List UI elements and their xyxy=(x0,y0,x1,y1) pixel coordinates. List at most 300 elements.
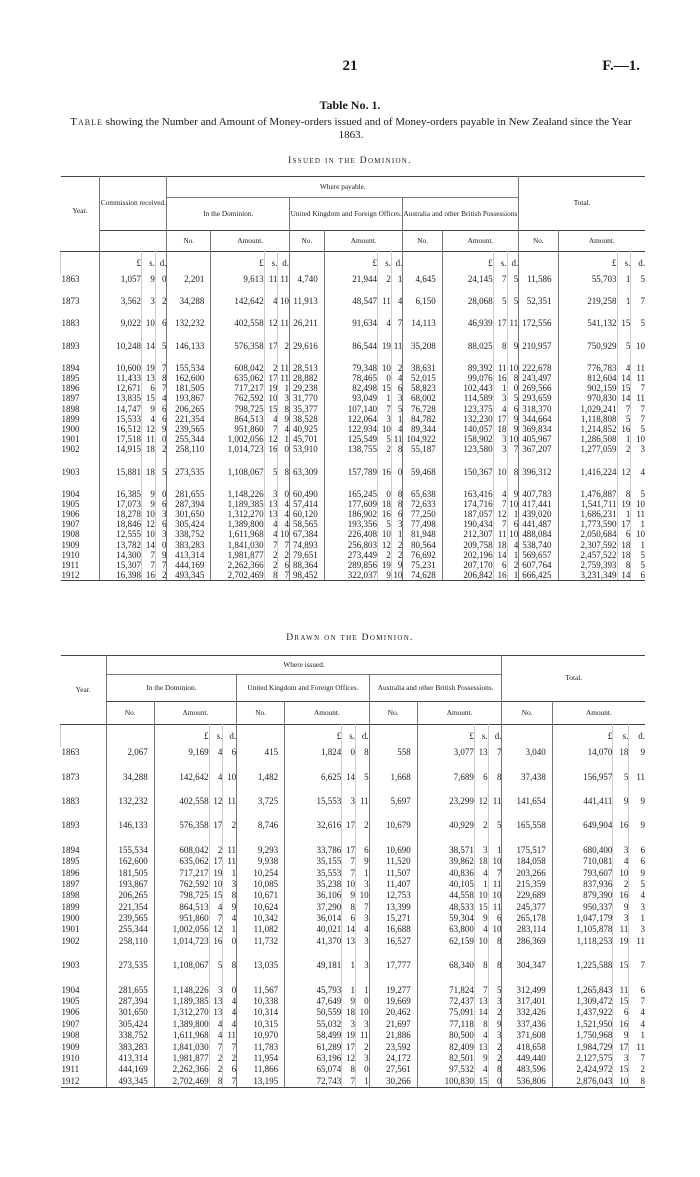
table-cell: 798,725 xyxy=(211,404,264,414)
table-row xyxy=(61,1076,646,1088)
table-cell: 239,565 xyxy=(167,424,211,434)
table-cell: 13,835 xyxy=(100,393,142,403)
table-cell: 15 xyxy=(209,890,223,901)
table-cell: 8 xyxy=(474,1019,488,1030)
table-row xyxy=(61,318,646,328)
table-cell: 4 xyxy=(355,924,369,935)
table-cell: 5 xyxy=(155,341,167,351)
table-cell: 1,105,878 xyxy=(552,924,613,935)
table-cell: 10 xyxy=(507,434,519,444)
table-cell: 0 xyxy=(377,373,391,383)
table-cell: 17 xyxy=(493,414,507,424)
spacer-cell xyxy=(442,454,493,466)
spacer-cell xyxy=(154,971,209,984)
spacer-cell xyxy=(237,807,285,820)
table-cell: 4 xyxy=(493,489,507,499)
table-cell: 4 xyxy=(629,1019,645,1030)
table-cell: 607,764 xyxy=(519,560,558,570)
table-cell: 4 xyxy=(474,924,488,935)
spacer-cell xyxy=(290,329,325,341)
table-cell: 2,262,366 xyxy=(211,560,264,570)
table-cell: 2 xyxy=(629,1064,645,1075)
table-cell: 11 xyxy=(223,856,237,867)
table-cell: 449,440 xyxy=(502,1053,552,1064)
table-cell: 3,231,349 xyxy=(558,570,617,581)
table-cell: 3 xyxy=(355,936,369,947)
spacer-cell xyxy=(629,832,645,845)
subcol-no: No. xyxy=(403,231,442,252)
table-cell: 10,085 xyxy=(237,879,285,890)
spacer-cell xyxy=(493,477,507,489)
table-cell: 61,289 xyxy=(285,1041,342,1052)
spacer-cell xyxy=(264,454,278,466)
table-row xyxy=(61,1007,646,1018)
col-australia: Australia and other British Possessions. xyxy=(369,675,502,702)
table-cell: 6 xyxy=(155,519,167,529)
table-cell: 1 xyxy=(278,434,290,444)
table-cell: 18 xyxy=(617,550,631,560)
table-row xyxy=(61,879,646,890)
table-cell: 10 xyxy=(278,296,290,306)
table-cell: 75,091 xyxy=(417,1007,474,1018)
unit-label: d. xyxy=(223,725,237,748)
table-cell: 413,314 xyxy=(106,1053,154,1064)
table-cell: 0 xyxy=(155,489,167,499)
spacer-cell xyxy=(391,306,403,318)
table-cell: 23,592 xyxy=(369,1041,417,1052)
table-cell: 9 xyxy=(391,560,403,570)
table-cell: 10 xyxy=(631,499,645,509)
table-cell: 12 xyxy=(209,924,223,935)
group-spacer xyxy=(61,807,646,820)
table-cell: 37,438 xyxy=(502,771,552,782)
table-cell: 1863 xyxy=(61,747,80,758)
table-cell: 50,559 xyxy=(285,1007,342,1018)
table-cell: 332,426 xyxy=(502,1007,552,1018)
table-cell: 10 xyxy=(631,434,645,444)
table-cell: 14 xyxy=(617,570,631,581)
table-cell: 10,315 xyxy=(237,1019,285,1030)
spacer-cell xyxy=(355,832,369,845)
table-cell: 6 xyxy=(617,529,631,539)
table-cell: 441,411 xyxy=(552,796,613,807)
table-cell: 132,232 xyxy=(167,318,211,328)
table-cell: 206,842 xyxy=(442,570,493,581)
table-cell: 3 xyxy=(141,296,155,306)
spacer-cell xyxy=(209,758,223,771)
table-cell: 1894 xyxy=(61,844,80,855)
table-cell: 6 xyxy=(391,509,403,519)
table-cell: 1,750,968 xyxy=(552,1030,613,1041)
table-cell: 1,265,843 xyxy=(552,984,613,995)
spacer-cell xyxy=(154,832,209,845)
spacer-cell xyxy=(61,947,107,960)
table-cell: 4 xyxy=(209,902,223,913)
table-cell: 7 xyxy=(278,570,290,581)
table-cell: 19 xyxy=(613,936,629,947)
table-cell: 5 xyxy=(355,771,369,782)
spacer-cell xyxy=(391,477,403,489)
table-cell: 9 xyxy=(474,1053,488,1064)
spacer-cell xyxy=(629,783,645,796)
table-cell: 11 xyxy=(278,274,290,284)
table-cell: 293,659 xyxy=(519,393,558,403)
table-cell: 2 xyxy=(488,1053,502,1064)
group-spacer xyxy=(61,329,646,341)
table-cell: 32,616 xyxy=(285,820,342,831)
table-cell: 86,544 xyxy=(324,341,377,351)
table-cell: 88,025 xyxy=(442,341,493,351)
table-cell: 12,555 xyxy=(100,529,142,539)
table-cell: 219,258 xyxy=(558,296,617,306)
table-cell: 18 xyxy=(342,1007,356,1018)
table-cell: 9 xyxy=(488,1019,502,1030)
col-australia: Australia and other British Possessions. xyxy=(403,198,519,231)
spacer-cell xyxy=(355,758,369,771)
spacer-cell xyxy=(264,306,278,318)
table-cell: 190,434 xyxy=(442,519,493,529)
table-cell: 4 xyxy=(264,414,278,424)
table-cell: 8 xyxy=(391,489,403,499)
col-in-dominion: In the Dominion. xyxy=(167,198,290,231)
table-cell: 14,915 xyxy=(100,444,142,454)
spacer-cell xyxy=(324,329,377,341)
table-cell: 1900 xyxy=(61,423,80,434)
spacer-cell xyxy=(154,807,209,820)
spacer-cell xyxy=(154,947,209,960)
spacer-cell xyxy=(507,477,519,489)
table-cell: 165,245 xyxy=(324,489,377,499)
spacer-cell xyxy=(617,329,631,341)
table-cell: 226,408 xyxy=(324,529,377,539)
table-cell: 15 xyxy=(617,383,631,393)
spacer-cell xyxy=(355,947,369,960)
table-cell: 5 xyxy=(631,560,645,570)
table-cell: 2 xyxy=(613,879,629,890)
table-cell: 20,462 xyxy=(369,1007,417,1018)
table-row xyxy=(61,984,646,995)
table-cell: 10 xyxy=(342,879,356,890)
table-cell: 483,596 xyxy=(502,1064,552,1075)
table-cell: 0 xyxy=(355,996,369,1007)
table-cell: 24,145 xyxy=(442,274,493,284)
table-row xyxy=(61,529,646,539)
table-cell: 1,108,067 xyxy=(211,466,264,476)
table-cell: 123,580 xyxy=(442,444,493,454)
spacer-cell xyxy=(264,284,278,296)
table-cell: 146,133 xyxy=(106,820,154,831)
spacer-cell xyxy=(507,306,519,318)
subcol-amount: Amount. xyxy=(558,231,645,252)
spacer-cell xyxy=(617,284,631,296)
table-cell: 1,047,179 xyxy=(552,913,613,924)
table-cell: 1,482 xyxy=(237,771,285,782)
table-cell: 16 xyxy=(209,936,223,947)
unit-label: £ xyxy=(285,725,342,748)
table-cell: 258,110 xyxy=(167,444,211,454)
table-cell: 3 xyxy=(474,845,488,856)
table-cell: 7 xyxy=(264,424,278,434)
table-row xyxy=(61,820,646,831)
unit-label: £ xyxy=(324,252,377,275)
table-cell: 1 xyxy=(355,867,369,878)
table-cell: 14 xyxy=(342,924,356,935)
table-cell: 301,650 xyxy=(106,1007,154,1018)
table-cell: 15,307 xyxy=(100,560,142,570)
spacer-cell xyxy=(141,477,155,489)
table-cell: 35,377 xyxy=(290,404,325,414)
table-cell: 142,642 xyxy=(211,296,264,306)
table-cell: 13,035 xyxy=(237,960,285,971)
spacer-cell xyxy=(369,971,417,984)
table-cell: 14 xyxy=(342,771,356,782)
table-cell: 493,345 xyxy=(106,1076,154,1088)
table-cell: 7 xyxy=(617,404,631,414)
table-cell: 8 xyxy=(488,1064,502,1075)
table-cell: 16,398 xyxy=(100,570,142,581)
spacer-cell xyxy=(502,807,552,820)
table-cell: 5 xyxy=(613,771,629,782)
table-cell: 13 xyxy=(264,509,278,519)
table-cell: 74,628 xyxy=(403,570,442,581)
spacer-cell xyxy=(141,454,155,466)
table-cell: 9 xyxy=(278,414,290,424)
subcol-no: No. xyxy=(106,702,154,725)
table-cell: 9 xyxy=(355,856,369,867)
spacer-cell xyxy=(552,758,613,771)
spacer-cell xyxy=(403,306,442,318)
table-cell: 289,856 xyxy=(324,560,377,570)
table-cell: 15 xyxy=(613,996,629,1007)
table-cell: 15 xyxy=(613,1064,629,1075)
group-spacer xyxy=(61,454,646,466)
table-cell: 1899 xyxy=(61,901,80,912)
table-row xyxy=(61,796,646,807)
table-cell: 9 xyxy=(223,902,237,913)
table-cell: 162,600 xyxy=(106,856,154,867)
spacer-cell xyxy=(154,783,209,796)
table-cell: 1903 xyxy=(61,960,80,971)
spacer-cell xyxy=(223,971,237,984)
table-cell: 55,187 xyxy=(403,444,442,454)
table-cell: 3 xyxy=(488,996,502,1007)
table-cell: 36,014 xyxy=(285,913,342,924)
table-cell: 6 xyxy=(613,1007,629,1018)
table-cell: 12 xyxy=(141,424,155,434)
table-cell: 1901 xyxy=(61,924,80,935)
table-cell: 177,609 xyxy=(324,499,377,509)
table-cell: 5 xyxy=(493,296,507,306)
caption-lead: Table xyxy=(70,116,103,128)
table-cell: 15,533 xyxy=(100,414,142,424)
table-cell: 122,934 xyxy=(324,424,377,434)
spacer-cell xyxy=(613,758,629,771)
spacer-cell xyxy=(355,971,369,984)
col-total: Total. xyxy=(502,656,645,702)
table-cell: 1 xyxy=(507,509,519,519)
spacer-cell xyxy=(442,329,493,341)
table-cell: 258,110 xyxy=(106,936,154,947)
table-cell: 405,967 xyxy=(519,434,558,444)
spacer-cell xyxy=(519,454,558,466)
table-cell: 10 xyxy=(141,509,155,519)
table-cell: 0 xyxy=(377,489,391,499)
spacer-cell xyxy=(264,477,278,489)
spacer-cell xyxy=(61,971,107,984)
spacer-cell xyxy=(290,351,325,363)
subcol-amount: Amount. xyxy=(154,702,236,725)
table-cell: 1,824 xyxy=(285,747,342,758)
table-cell: 72,437 xyxy=(417,996,474,1007)
table-cell: 11,732 xyxy=(237,936,285,947)
spacer-cell xyxy=(519,284,558,296)
where-payable-header: Where payable. xyxy=(167,177,519,198)
table-row xyxy=(61,771,646,782)
table-cell: 9 xyxy=(155,424,167,434)
table-cell: 10 xyxy=(493,466,507,476)
table-cell: 63,800 xyxy=(417,924,474,935)
spacer-cell xyxy=(377,306,391,318)
table-cell: 444,169 xyxy=(167,560,211,570)
col-in-dominion: In the Dominion. xyxy=(106,675,236,702)
table-cell: 10,624 xyxy=(237,902,285,913)
spacer-cell xyxy=(155,477,167,489)
table-cell: 222,678 xyxy=(519,363,558,373)
table-cell: 1,148,226 xyxy=(154,984,209,995)
table-cell: 344,664 xyxy=(519,414,558,424)
table-cell: 1901 xyxy=(61,434,80,445)
table-row xyxy=(61,499,646,509)
unit-cell xyxy=(403,252,442,275)
table-cell: 541,132 xyxy=(558,318,617,328)
table-cell: 12 xyxy=(264,318,278,328)
spacer-cell xyxy=(278,351,290,363)
table-cell: 76,728 xyxy=(403,404,442,414)
spacer-cell xyxy=(391,329,403,341)
table-cell: 1 xyxy=(278,383,290,393)
table-cell: 7 xyxy=(631,414,645,424)
spacer-cell xyxy=(61,284,100,296)
table-cell: 1,002,056 xyxy=(154,924,209,935)
table-cell: 9,613 xyxy=(211,274,264,284)
table-cell: 19,669 xyxy=(369,996,417,1007)
table-cell: 304,347 xyxy=(502,960,552,971)
table-cell: 18,846 xyxy=(100,519,142,529)
table-cell: 5,697 xyxy=(369,796,417,807)
table-cell: 4 xyxy=(209,1019,223,1030)
table-cell: 16 xyxy=(613,820,629,831)
table-cell: 1893 xyxy=(61,820,80,831)
table-cell: 17,073 xyxy=(100,499,142,509)
table-cell: 1912 xyxy=(61,1076,107,1088)
table-row xyxy=(61,924,646,935)
table-cell: 26,211 xyxy=(290,318,325,328)
table-cell: 3 xyxy=(629,902,645,913)
table-cell: 239,565 xyxy=(106,913,154,924)
table-cell: 1907 xyxy=(61,519,80,530)
table-cell: 7 xyxy=(474,984,488,995)
table-row xyxy=(61,444,646,454)
table-cell: 7 xyxy=(342,1076,356,1088)
unit-cell xyxy=(167,252,211,275)
table-cell: 132,230 xyxy=(442,414,493,424)
table-cell: 6 xyxy=(493,560,507,570)
spacer-cell xyxy=(209,783,223,796)
table-cell: 9 xyxy=(507,414,519,424)
table-cell: 717,217 xyxy=(154,867,209,878)
table-row xyxy=(61,1053,646,1064)
table-cell: 11 xyxy=(141,434,155,444)
table-cell: 1894 xyxy=(61,362,80,373)
table-cell: 4 xyxy=(278,499,290,509)
table-cell: 10,690 xyxy=(369,845,417,856)
spacer-cell xyxy=(211,454,264,466)
spacer-cell xyxy=(237,783,285,796)
table-cell: 175,517 xyxy=(502,845,552,856)
spacer-cell xyxy=(558,351,617,363)
table-cell: 14 xyxy=(493,550,507,560)
table-cell: 3,077 xyxy=(417,747,474,758)
table-cell: 0 xyxy=(278,444,290,454)
table-cell: 1,668 xyxy=(369,771,417,782)
table-row xyxy=(61,856,646,867)
table-cell: 2,457,522 xyxy=(558,550,617,560)
table-cell: 15 xyxy=(377,383,391,393)
table-cell: 4 xyxy=(474,867,488,878)
table-cell: 5 xyxy=(631,318,645,328)
table-cell: 2 xyxy=(391,550,403,560)
table-cell: 3 xyxy=(493,393,507,403)
table-cell: 14 xyxy=(617,373,631,383)
table-cell: 4 xyxy=(631,466,645,476)
where-issued-header: Where issued. xyxy=(106,656,502,675)
table-cell: 7 xyxy=(493,274,507,284)
table-cell: 2,759,393 xyxy=(558,560,617,570)
table-cell: 14,070 xyxy=(552,747,613,758)
table-cell: 2 xyxy=(209,845,223,856)
group-spacer xyxy=(61,351,646,363)
table-cell: 0 xyxy=(223,984,237,995)
table-row xyxy=(61,363,646,373)
table-cell: 15,271 xyxy=(369,913,417,924)
table-cell: 89,344 xyxy=(403,424,442,434)
table-cell: 12 xyxy=(342,1053,356,1064)
table-cell: 3,562 xyxy=(100,296,142,306)
table-cell: 2 xyxy=(278,550,290,560)
spacer-cell xyxy=(141,306,155,318)
table-cell: 9 xyxy=(507,489,519,499)
table-row xyxy=(61,1030,646,1041)
spacer-cell xyxy=(290,477,325,489)
table-cell: 2,201 xyxy=(167,274,211,284)
spacer-cell xyxy=(493,351,507,363)
table-cell: 31,770 xyxy=(290,393,325,403)
table-cell: 8 xyxy=(617,489,631,499)
table-cell: 140,057 xyxy=(442,424,493,434)
table-cell: 793,607 xyxy=(552,867,613,878)
table-cell: 11 xyxy=(223,796,237,807)
table-caption xyxy=(60,116,642,142)
table-cell: 41,370 xyxy=(285,936,342,947)
table-cell: 10,248 xyxy=(100,341,142,351)
table-cell: 60,120 xyxy=(290,509,325,519)
spacer-cell xyxy=(558,477,617,489)
unit-label: d. xyxy=(507,252,519,275)
spacer-cell xyxy=(613,783,629,796)
spacer-cell xyxy=(342,832,356,845)
issued-table xyxy=(60,176,645,581)
table-cell: 15 xyxy=(474,902,488,913)
